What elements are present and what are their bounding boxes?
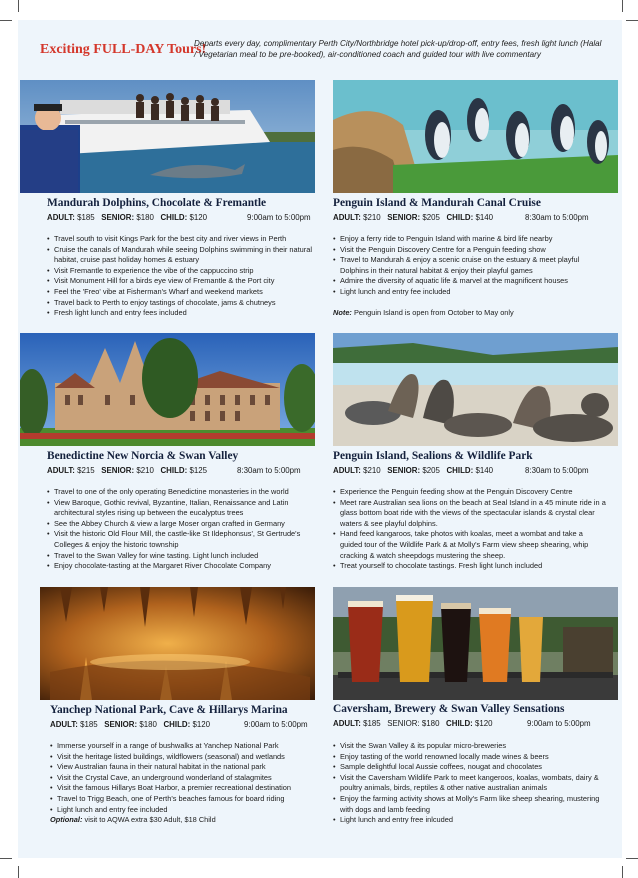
senior-price: $180 bbox=[139, 720, 157, 729]
tour-prices bbox=[333, 719, 603, 728]
tour-photo-beer-tasting bbox=[333, 587, 618, 700]
crop-mark bbox=[0, 20, 12, 21]
child-label: CHILD: bbox=[160, 466, 188, 475]
tour-photo-sealions bbox=[333, 333, 618, 446]
tour-note bbox=[333, 308, 514, 317]
crop-mark bbox=[622, 0, 623, 12]
tour-photo-crystal-cave bbox=[20, 587, 315, 700]
child-label: CHILD: bbox=[163, 720, 191, 729]
tour-time: 9:00am to 5:00pm bbox=[527, 719, 591, 728]
child-price: $120 bbox=[192, 720, 210, 729]
tour-highlights bbox=[47, 487, 315, 572]
note-label: Optional: bbox=[50, 815, 83, 824]
highlight-item: • Light lunch and entry free inlcuded bbox=[333, 815, 607, 826]
tour-title: Yanchep National Park, Cave & Hillarys Marina bbox=[50, 704, 288, 716]
tour-photo-new-norcia bbox=[20, 333, 315, 446]
tour-highlights bbox=[333, 487, 607, 572]
adult-label: ADULT: bbox=[333, 213, 361, 222]
highlight-item: • Experience the Penguin feeding show at the Penguin Discovery Centre bbox=[333, 487, 607, 498]
crop-mark bbox=[626, 20, 638, 21]
highlight-item: • Light lunch and entry fee included bbox=[333, 287, 605, 298]
highlight-item: • Light lunch and entry fee included bbox=[50, 805, 320, 816]
tour-time: 8:30am to 5:00pm bbox=[525, 466, 589, 475]
senior-label: SENIOR: bbox=[387, 213, 421, 222]
child-price: $125 bbox=[189, 466, 207, 475]
highlight-item: • Enjoy the farming activity shows at Molly's Farm like sheep shearing, mustering with dogs and lamb feeding bbox=[333, 794, 607, 815]
senior-price: $180 bbox=[421, 719, 440, 728]
child-label: CHILD: bbox=[446, 213, 474, 222]
crop-mark bbox=[18, 0, 19, 12]
tour-title: Mandurah Dolphins, Chocolate & Fremantle bbox=[47, 197, 267, 209]
highlight-item: • Travel to one of the only operating Benedictine monasteries in the world bbox=[47, 487, 315, 498]
tour-prices bbox=[333, 213, 603, 222]
tour-note bbox=[50, 815, 216, 824]
adult-price: $185 bbox=[77, 213, 95, 222]
child-label: CHILD: bbox=[446, 466, 474, 475]
tour-title: Benedictine New Norcia & Swan Valley bbox=[47, 450, 239, 462]
senior-label: SENIOR: bbox=[101, 213, 135, 222]
adult-label: ADULT: bbox=[333, 466, 361, 475]
tour-time: 8:30am to 5:00pm bbox=[525, 213, 589, 222]
senior-label: SENIOR: bbox=[387, 466, 421, 475]
child-label: CHILD: bbox=[160, 213, 188, 222]
adult-price: $185 bbox=[363, 719, 381, 728]
note-text: visit to AQWA extra $30 Adult, $18 Child bbox=[84, 815, 216, 824]
tour-highlights bbox=[333, 741, 607, 826]
adult-label: ADULT: bbox=[333, 719, 361, 728]
tour-title: Caversham, Brewery & Swan Valley Sensations bbox=[333, 703, 565, 715]
crop-mark bbox=[622, 866, 623, 878]
tour-time: 9:00am to 5:00pm bbox=[244, 720, 308, 729]
brochure-header bbox=[40, 38, 600, 70]
senior-price: $180 bbox=[136, 213, 154, 222]
highlight-item: • View Baroque, Gothic revival, Byzantine, Italian, Renaissance and Latin architectural styles rising up between the eucalyptus trees bbox=[47, 498, 315, 519]
highlight-item: • Hand feed kangaroos, take photos with koalas, meet a wombat and take a guided tour of the Wildlife Park & at Molly's Farm view sheep shearing, whip cracking & watch sheepdogs mustering the sheep. bbox=[333, 529, 607, 561]
note-text: Penguin Island is open from October to May only bbox=[353, 308, 514, 317]
adult-label: ADULT: bbox=[50, 720, 78, 729]
highlight-item: • Enjoy a ferry ride to Penguin Island with marine & bird life nearby bbox=[333, 234, 605, 245]
child-label: CHILD: bbox=[446, 719, 473, 728]
senior-label: SENIOR: bbox=[387, 719, 420, 728]
tour-highlights bbox=[333, 234, 605, 298]
tour-title: Penguin Island, Sealions & Wildlife Park bbox=[333, 450, 533, 462]
highlight-item: • Travel south to visit Kings Park for the best city and river views in Perth bbox=[47, 234, 313, 245]
highlight-item: • Travel to Trigg Beach, one of Perth's beaches famous for board riding bbox=[50, 794, 320, 805]
highlight-item: • Enjoy tasting of the world renowned locally made wines & beers bbox=[333, 752, 607, 763]
tour-time: 9:00am to 5:00pm bbox=[247, 213, 311, 222]
adult-price: $215 bbox=[77, 466, 95, 475]
adult-price: $210 bbox=[363, 466, 381, 475]
highlight-item: • Fresh light lunch and entry fees included bbox=[47, 308, 313, 319]
adult-label: ADULT: bbox=[47, 466, 75, 475]
highlight-item: • Visit the historic Old Flour Mill, the castle-like St Ildephonsus', St Gertrude's Colleges & enjoy the historic township bbox=[47, 529, 315, 550]
senior-label: SENIOR: bbox=[101, 466, 135, 475]
highlight-item: • Cruise the canals of Mandurah while seeing Dolphins swimming in their natural habitat, cruise past holiday homes & estuary bbox=[47, 245, 313, 266]
highlight-item: • Travel to Mandurah & enjoy a scenic cruise on the estuary & meet playful Dolphins in their natural habitat & enjoy their playful games bbox=[333, 255, 605, 276]
tour-title: Penguin Island & Mandurah Canal Cruise bbox=[333, 197, 541, 209]
highlight-item: • Visit the Penguin Discovery Centre for a Penguin feeding show bbox=[333, 245, 605, 256]
highlight-item: • Visit the Caversham Wildlife Park to meet kangeroos, koalas, wombats, dairy & poultry animals, birds, reptiles & other native australian animals bbox=[333, 773, 607, 794]
tour-highlights bbox=[50, 741, 320, 815]
highlight-item: • Visit the Swan Valley & its popular micro-breweries bbox=[333, 741, 607, 752]
highlight-item: • Visit Fremantle to experience the vibe of the cappuccino strip bbox=[47, 266, 313, 277]
highlight-item: • Travel back to Perth to enjoy tastings of chocolate, jams & chutneys bbox=[47, 298, 313, 309]
tour-photo-penguins bbox=[333, 80, 618, 193]
senior-label: SENIOR: bbox=[104, 720, 138, 729]
tour-prices bbox=[333, 466, 603, 475]
highlight-item: • Visit the Crystal Cave, an underground wonderland of stalagmites bbox=[50, 773, 320, 784]
tour-time: 8:30am to 5:00pm bbox=[237, 466, 301, 475]
highlight-item: • Travel to the Swan Valley for wine tasting. Light lunch included bbox=[47, 551, 315, 562]
crop-mark bbox=[0, 858, 12, 859]
tour-highlights bbox=[47, 234, 313, 319]
header-title: Exciting FULL-DAY Tours! bbox=[40, 42, 207, 57]
highlight-item: • Treat yourself to chocolate tastings. Fresh light lunch included bbox=[333, 561, 607, 572]
crop-mark bbox=[626, 858, 638, 859]
tour-prices bbox=[47, 213, 317, 222]
tour-prices bbox=[47, 466, 317, 475]
header-description: Departs every day, complimentary Perth City/Northbridge hotel pick-up/drop-off, entry fees, fresh light lunch (Halal / Vegetarian meal to be pre-booked), air-conditioned coach and guided tour with live commentary bbox=[194, 39, 602, 59]
crop-mark bbox=[18, 866, 19, 878]
child-price: $120 bbox=[475, 719, 493, 728]
note-label: Note: bbox=[333, 308, 352, 317]
tour-photo-dolphin-cruise bbox=[20, 80, 315, 193]
highlight-item: • View Australian fauna in their natural habitat in the national park bbox=[50, 762, 320, 773]
child-price: $120 bbox=[189, 213, 207, 222]
highlight-item: • Meet rare Australian sea lions on the beach at Seal Island in a 45 minute ride in a glass bottom boat ride with the views of the spectacular islands & crystal clear waters & see playful dolphins. bbox=[333, 498, 607, 530]
child-price: $140 bbox=[475, 466, 493, 475]
adult-price: $210 bbox=[363, 213, 381, 222]
senior-price: $205 bbox=[422, 466, 440, 475]
highlight-item: • See the Abbey Church & view a large Moser organ crafted in Germany bbox=[47, 519, 315, 530]
tour-prices bbox=[50, 720, 320, 729]
child-price: $140 bbox=[475, 213, 493, 222]
highlight-item: • Admire the diversity of aquatic life & marvel at the magnificent houses bbox=[333, 276, 605, 287]
adult-price: $185 bbox=[80, 720, 98, 729]
highlight-item: • Enjoy chocolate-tasting at the Margaret River Chocolate Company bbox=[47, 561, 315, 572]
highlight-item: • Feel the 'Freo' vibe at Fisherman's Wharf and weekend markets bbox=[47, 287, 313, 298]
highlight-item: • Visit Monument Hill for a birds eye view of Fremantle & the Port city bbox=[47, 276, 313, 287]
senior-price: $205 bbox=[422, 213, 440, 222]
highlight-item: • Immerse yourself in a range of bushwalks at Yanchep National Park bbox=[50, 741, 320, 752]
highlight-item: • Visit the famous Hillarys Boat Harbor, a premier recreational destination bbox=[50, 783, 320, 794]
adult-label: ADULT: bbox=[47, 213, 75, 222]
highlight-item: • Sample delightful local Aussie coffees, nougat and chocolates bbox=[333, 762, 607, 773]
highlight-item: • Visit the heritage listed buildings, wildflowers (seasonal) and wetlands bbox=[50, 752, 320, 763]
senior-price: $210 bbox=[136, 466, 154, 475]
